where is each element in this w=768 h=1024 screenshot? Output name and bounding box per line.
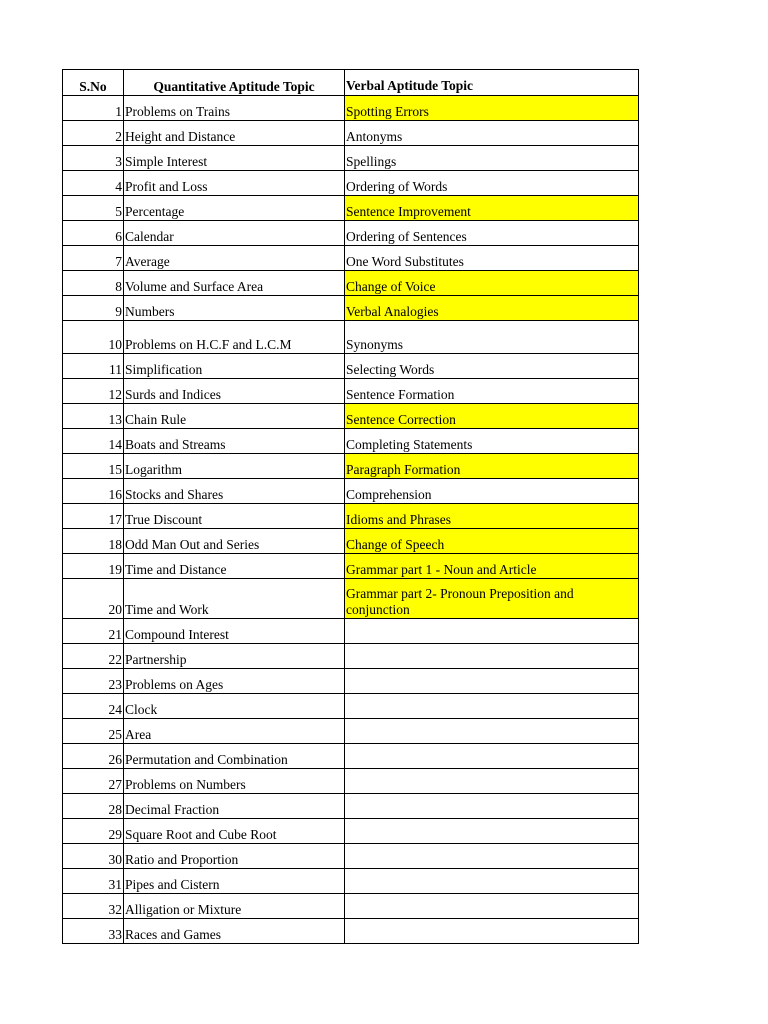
cell-verbal-topic: Completing Statements bbox=[345, 429, 639, 454]
cell-quantitative-topic: Average bbox=[124, 246, 345, 271]
cell-verbal-topic: Sentence Formation bbox=[345, 379, 639, 404]
cell-verbal-topic: Sentence Correction bbox=[345, 404, 639, 429]
cell-verbal-topic: Sentence Improvement bbox=[345, 196, 639, 221]
table-row bbox=[63, 919, 639, 944]
table-row bbox=[63, 744, 639, 769]
cell-quantitative-topic: Area bbox=[124, 719, 345, 744]
cell-verbal-topic: Antonyms bbox=[345, 121, 639, 146]
cell-verbal-topic: Ordering of Words bbox=[345, 171, 639, 196]
cell-verbal-topic: Spotting Errors bbox=[345, 96, 639, 121]
cell-sno: 19 bbox=[63, 554, 124, 579]
table-row bbox=[63, 669, 639, 694]
cell-sno: 3 bbox=[63, 146, 124, 171]
table-row bbox=[63, 694, 639, 719]
table-row bbox=[63, 719, 639, 744]
cell-quantitative-topic: Odd Man Out and Series bbox=[124, 529, 345, 554]
cell-quantitative-topic: Compound Interest bbox=[124, 619, 345, 644]
cell-quantitative-topic: Boats and Streams bbox=[124, 429, 345, 454]
cell-quantitative-topic: Time and Work bbox=[124, 579, 345, 619]
cell-quantitative-topic: Ratio and Proportion bbox=[124, 844, 345, 869]
table-row bbox=[63, 96, 639, 121]
cell-verbal-topic: Paragraph Formation bbox=[345, 454, 639, 479]
cell-verbal-topic: Spellings bbox=[345, 146, 639, 171]
cell-verbal-topic: Grammar part 2- Pronoun Preposition and conjunction bbox=[345, 579, 639, 619]
cell-sno: 12 bbox=[63, 379, 124, 404]
cell-verbal-topic bbox=[345, 669, 639, 694]
cell-sno: 15 bbox=[63, 454, 124, 479]
cell-verbal-topic bbox=[345, 919, 639, 944]
cell-verbal-topic: Verbal Analogies bbox=[345, 296, 639, 321]
cell-verbal-topic bbox=[345, 794, 639, 819]
table-row bbox=[63, 146, 639, 171]
table-row bbox=[63, 404, 639, 429]
cell-verbal-topic bbox=[345, 694, 639, 719]
cell-verbal-topic: Change of Voice bbox=[345, 271, 639, 296]
table-row bbox=[63, 794, 639, 819]
cell-verbal-topic: Ordering of Sentences bbox=[345, 221, 639, 246]
cell-sno: 16 bbox=[63, 479, 124, 504]
cell-verbal-topic bbox=[345, 819, 639, 844]
table-row bbox=[63, 504, 639, 529]
cell-quantitative-topic: Volume and Surface Area bbox=[124, 271, 345, 296]
cell-verbal-topic: Grammar part 1 - Noun and Article bbox=[345, 554, 639, 579]
cell-verbal-topic: Synonyms bbox=[345, 321, 639, 354]
table-row bbox=[63, 121, 639, 146]
cell-quantitative-topic: Permutation and Combination bbox=[124, 744, 345, 769]
table-row bbox=[63, 769, 639, 794]
cell-quantitative-topic: Races and Games bbox=[124, 919, 345, 944]
cell-quantitative-topic: Simplification bbox=[124, 354, 345, 379]
table-row bbox=[63, 844, 639, 869]
cell-sno: 13 bbox=[63, 404, 124, 429]
cell-quantitative-topic: Problems on H.C.F and L.C.M bbox=[124, 321, 345, 354]
cell-verbal-topic: Selecting Words bbox=[345, 354, 639, 379]
cell-sno: 23 bbox=[63, 669, 124, 694]
table-row bbox=[63, 554, 639, 579]
cell-quantitative-topic: True Discount bbox=[124, 504, 345, 529]
cell-verbal-topic bbox=[345, 644, 639, 669]
cell-quantitative-topic: Chain Rule bbox=[124, 404, 345, 429]
table-row bbox=[63, 321, 639, 354]
cell-sno: 24 bbox=[63, 694, 124, 719]
cell-verbal-topic bbox=[345, 869, 639, 894]
cell-sno: 22 bbox=[63, 644, 124, 669]
cell-sno: 17 bbox=[63, 504, 124, 529]
cell-quantitative-topic: Simple Interest bbox=[124, 146, 345, 171]
cell-sno: 32 bbox=[63, 894, 124, 919]
cell-sno: 21 bbox=[63, 619, 124, 644]
cell-quantitative-topic: Surds and Indices bbox=[124, 379, 345, 404]
cell-sno: 28 bbox=[63, 794, 124, 819]
table-row bbox=[63, 479, 639, 504]
cell-sno: 33 bbox=[63, 919, 124, 944]
cell-sno: 20 bbox=[63, 579, 124, 619]
table-row bbox=[63, 296, 639, 321]
cell-quantitative-topic: Percentage bbox=[124, 196, 345, 221]
table-row bbox=[63, 894, 639, 919]
cell-quantitative-topic: Stocks and Shares bbox=[124, 479, 345, 504]
cell-quantitative-topic: Time and Distance bbox=[124, 554, 345, 579]
table-row bbox=[63, 271, 639, 296]
column-header-verbal: Verbal Aptitude Topic bbox=[345, 70, 639, 96]
cell-quantitative-topic: Profit and Loss bbox=[124, 171, 345, 196]
aptitude-topics-table bbox=[62, 69, 639, 944]
table-row bbox=[63, 354, 639, 379]
cell-quantitative-topic: Clock bbox=[124, 694, 345, 719]
cell-sno: 14 bbox=[63, 429, 124, 454]
cell-verbal-topic bbox=[345, 744, 639, 769]
cell-verbal-topic bbox=[345, 844, 639, 869]
cell-sno: 5 bbox=[63, 196, 124, 221]
cell-verbal-topic: Comprehension bbox=[345, 479, 639, 504]
table-row bbox=[63, 196, 639, 221]
cell-sno: 25 bbox=[63, 719, 124, 744]
cell-quantitative-topic: Pipes and Cistern bbox=[124, 869, 345, 894]
cell-verbal-topic: Change of Speech bbox=[345, 529, 639, 554]
table-row bbox=[63, 246, 639, 271]
cell-sno: 10 bbox=[63, 321, 124, 354]
cell-verbal-topic bbox=[345, 619, 639, 644]
cell-quantitative-topic: Square Root and Cube Root bbox=[124, 819, 345, 844]
table-row bbox=[63, 579, 639, 619]
cell-sno: 4 bbox=[63, 171, 124, 196]
cell-sno: 18 bbox=[63, 529, 124, 554]
column-header-sno: S.No bbox=[63, 70, 124, 96]
table-row bbox=[63, 819, 639, 844]
cell-sno: 7 bbox=[63, 246, 124, 271]
cell-verbal-topic bbox=[345, 894, 639, 919]
table-row bbox=[63, 429, 639, 454]
cell-sno: 27 bbox=[63, 769, 124, 794]
cell-sno: 30 bbox=[63, 844, 124, 869]
cell-quantitative-topic: Decimal Fraction bbox=[124, 794, 345, 819]
cell-sno: 11 bbox=[63, 354, 124, 379]
column-header-quantitative: Quantitative Aptitude Topic bbox=[124, 70, 345, 96]
cell-sno: 29 bbox=[63, 819, 124, 844]
cell-sno: 8 bbox=[63, 271, 124, 296]
cell-sno: 1 bbox=[63, 96, 124, 121]
cell-verbal-topic: One Word Substitutes bbox=[345, 246, 639, 271]
cell-quantitative-topic: Logarithm bbox=[124, 454, 345, 479]
table-row bbox=[63, 221, 639, 246]
cell-verbal-topic bbox=[345, 769, 639, 794]
cell-sno: 6 bbox=[63, 221, 124, 246]
cell-quantitative-topic: Partnership bbox=[124, 644, 345, 669]
cell-verbal-topic: Idioms and Phrases bbox=[345, 504, 639, 529]
cell-verbal-topic bbox=[345, 719, 639, 744]
table-row bbox=[63, 454, 639, 479]
table-row bbox=[63, 529, 639, 554]
cell-quantitative-topic: Problems on Numbers bbox=[124, 769, 345, 794]
table-row bbox=[63, 644, 639, 669]
table-row bbox=[63, 869, 639, 894]
cell-sno: 2 bbox=[63, 121, 124, 146]
cell-sno: 31 bbox=[63, 869, 124, 894]
cell-quantitative-topic: Numbers bbox=[124, 296, 345, 321]
cell-sno: 9 bbox=[63, 296, 124, 321]
header-row bbox=[63, 70, 639, 96]
cell-quantitative-topic: Problems on Trains bbox=[124, 96, 345, 121]
cell-quantitative-topic: Height and Distance bbox=[124, 121, 345, 146]
table-row bbox=[63, 379, 639, 404]
cell-sno: 26 bbox=[63, 744, 124, 769]
cell-quantitative-topic: Alligation or Mixture bbox=[124, 894, 345, 919]
cell-quantitative-topic: Calendar bbox=[124, 221, 345, 246]
table-row bbox=[63, 619, 639, 644]
cell-quantitative-topic: Problems on Ages bbox=[124, 669, 345, 694]
table-row bbox=[63, 171, 639, 196]
